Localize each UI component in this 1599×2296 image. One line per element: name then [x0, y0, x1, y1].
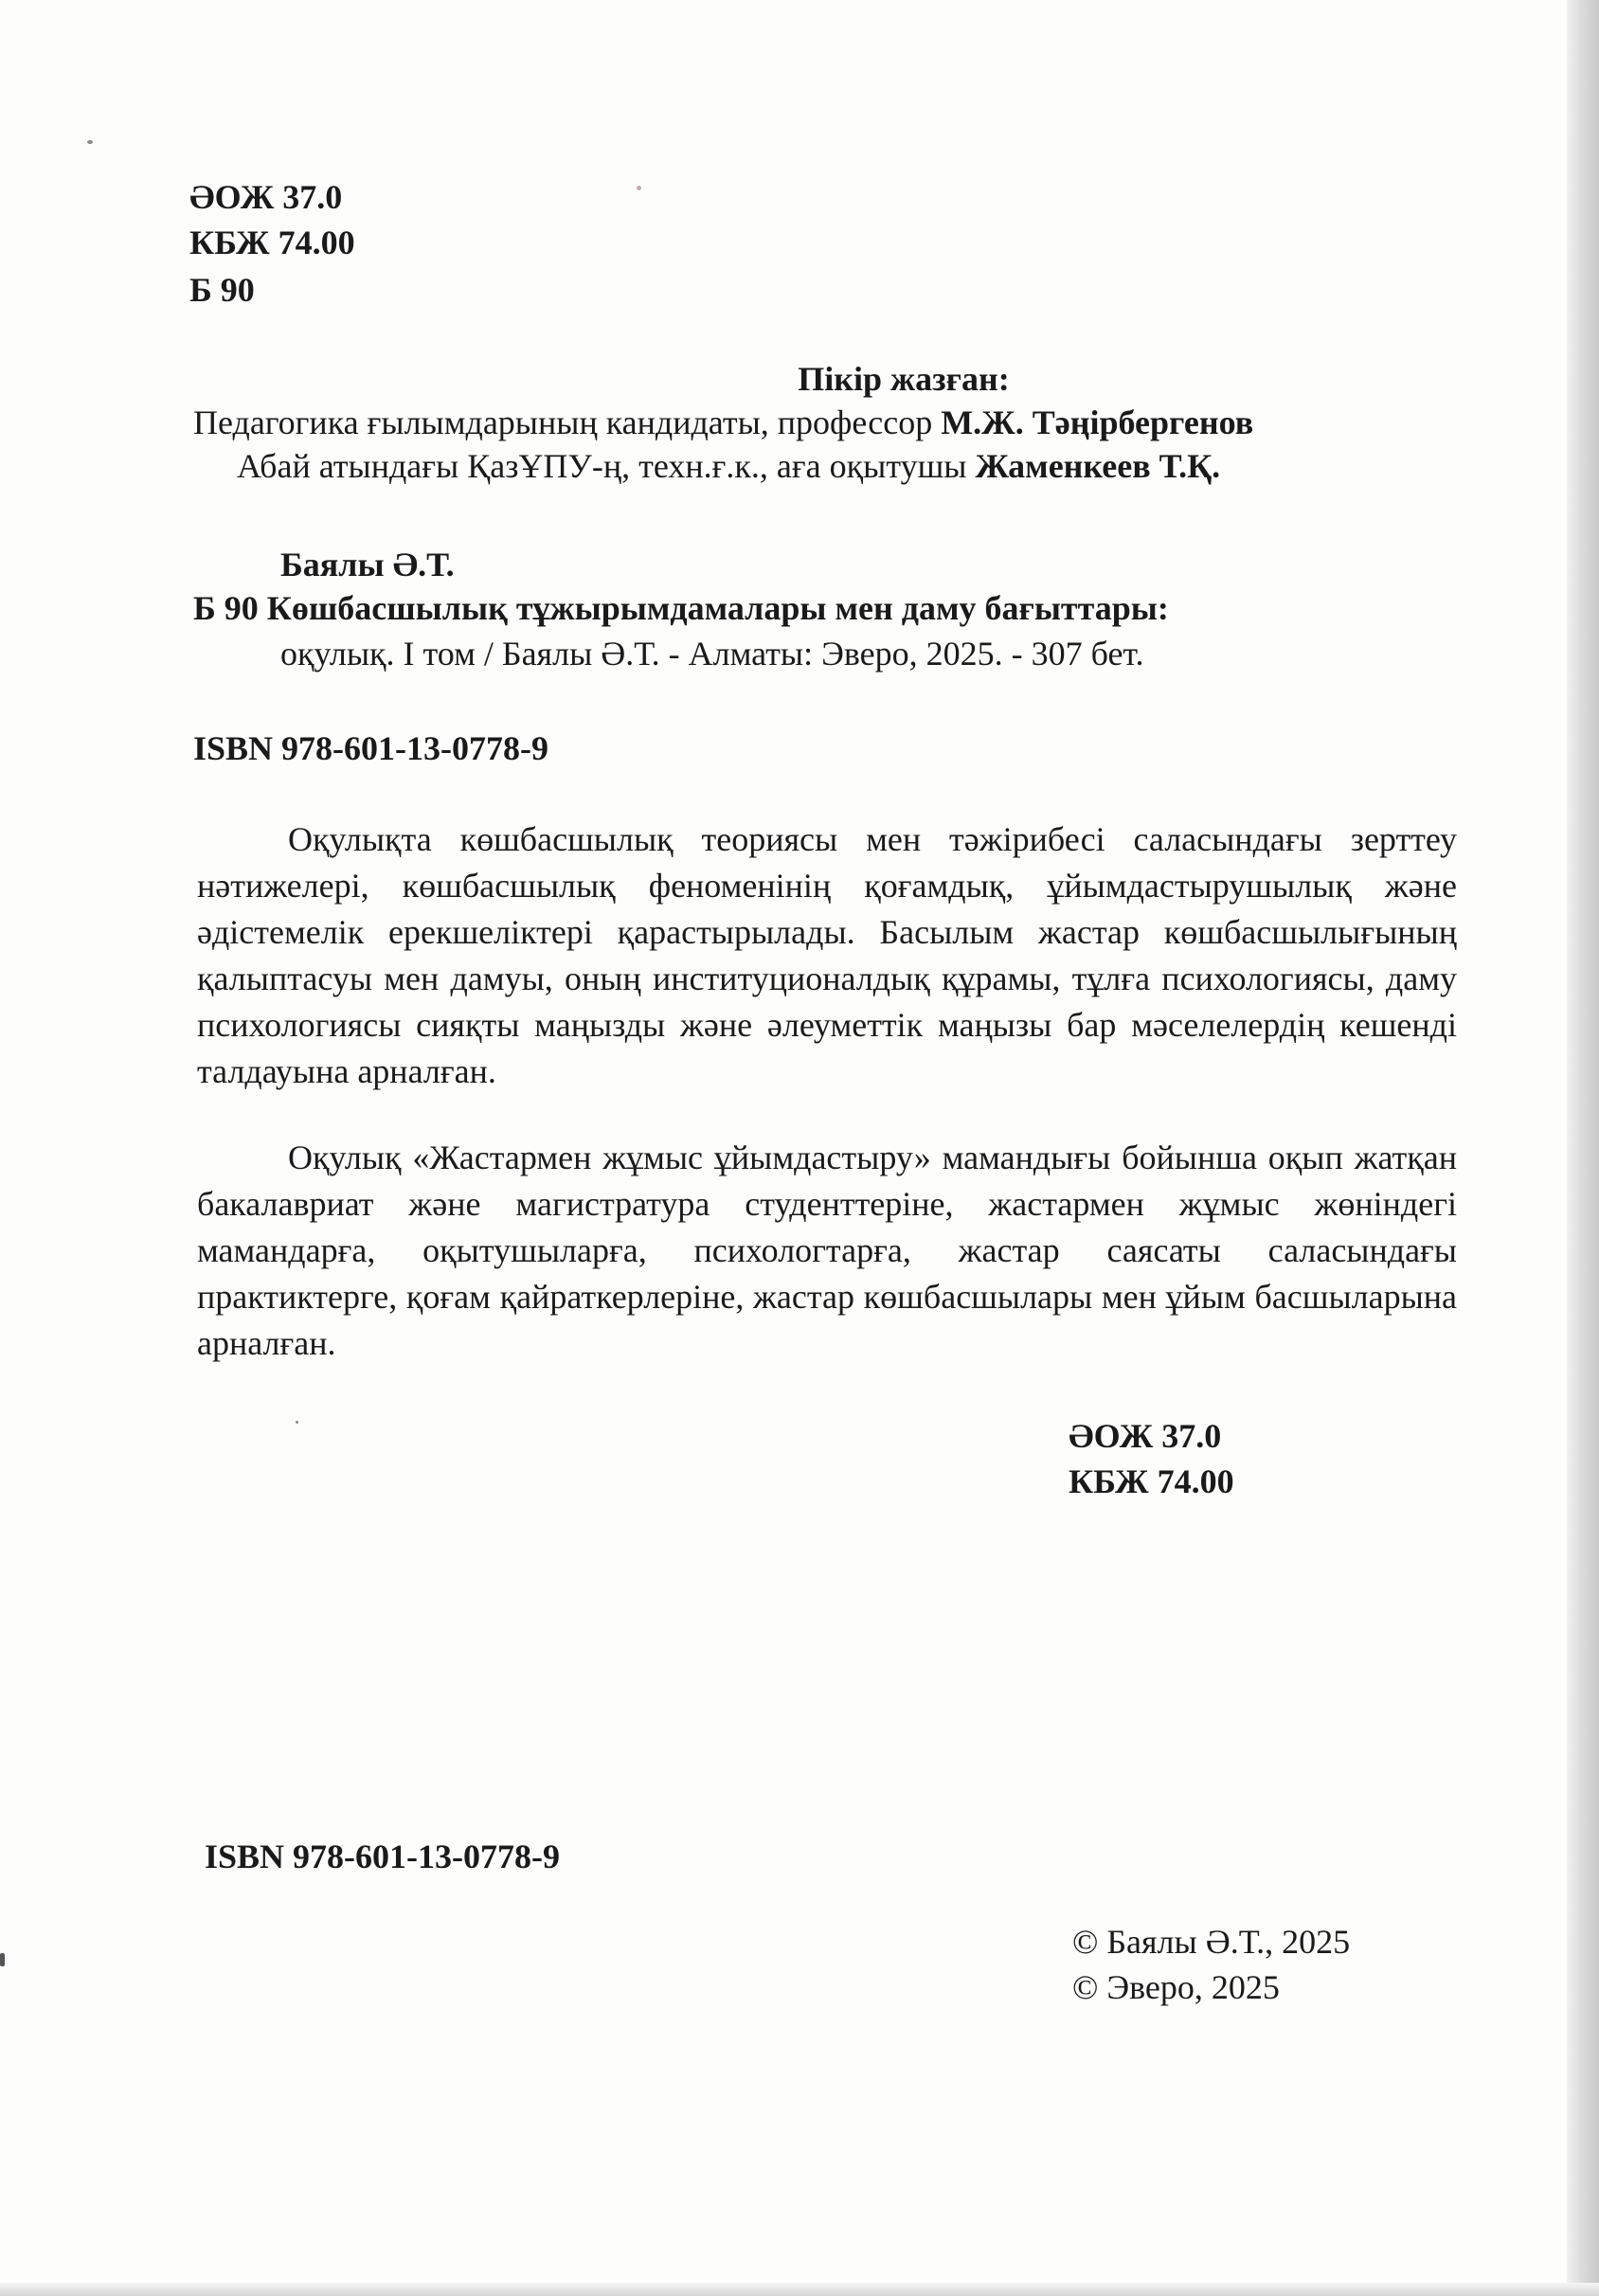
reviewers-heading: Пікір жазған:: [798, 360, 1010, 398]
book-title: Б 90 Көшбасшылық тұжырымдамалары мен даму бағыттары:: [193, 589, 1169, 627]
book-author: Баялы Ә.Т.: [280, 546, 455, 583]
reviewer-1: [193, 402, 1253, 443]
scan-speck: [296, 1421, 298, 1424]
copyright-author: © Баялы Ә.Т., 2025: [1072, 1923, 1351, 1961]
lbc-code-bottom: КБЖ 74.00: [1069, 1462, 1234, 1500]
scan-speck: [637, 186, 641, 190]
udc-code-top: ӘОЖ 37.0: [189, 178, 343, 216]
page-edge-shadow: [1567, 0, 1599, 2296]
scan-speck: [87, 140, 93, 144]
scan-edge-mark: [0, 1953, 5, 1966]
isbn-bottom: ISBN 978-601-13-0778-9: [205, 1838, 560, 1875]
reviewer-2-name: Жаменкеев Т.Қ.: [975, 447, 1221, 485]
page-bottom-edge: [0, 2283, 1599, 2296]
reviewer-1-credentials: Педагогика ғылымдарының кандидаты, профессор: [193, 404, 942, 441]
isbn-top: ISBN 978-601-13-0778-9: [193, 729, 548, 767]
abstract-paragraph-1: Оқулықта көшбасшылық теориясы мен тәжірибесі саласындағы зерттеу нәтижелері, көшбасшылық феноменінің қоғамдық, ұйымдастырушылық және әдістемелік ерекшеліктері қарастырылады. Басылым жастар көшбасшылығының қалыптасуы мен дамуы, оның институционалдық құрамы, тұлға психологиясы, даму психологиясы сияқты маңызды және әлеуметтік маңызы бар мәселелердің кешенді талдауына арналған.: [197, 820, 1457, 1090]
copyright-publisher: © Эверо, 2025: [1072, 1968, 1280, 2006]
publication-info: оқулық. І том / Баялы Ә.Т. - Алматы: Эверо, 2025. - 307 бет.: [280, 635, 1144, 673]
abstract-paragraph-2: Оқулық «Жастармен жұмыс ұйымдастыру» мамандығы бойынша оқып жатқан бакалавриат және магистратура студенттеріне, жастармен жұмыс жөніндегі мамандарға, оқытушыларға, психологтарға, жастар саясаты саласындағы практиктерге, қоғам қайраткерлеріне, жастар көшбасшылары мен ұйым басшыларына арналған.: [197, 1139, 1457, 1362]
reviewer-1-name: М.Ж. Тәңірбергенов: [941, 404, 1254, 441]
udc-code-bottom: ӘОЖ 37.0: [1069, 1417, 1222, 1455]
author-mark-top: Б 90: [189, 271, 255, 309]
reviewer-2: [237, 445, 1220, 487]
reviewer-2-credentials: Абай атындағы ҚазҰПУ-ң, техн.ғ.к., аға оқытушы: [237, 447, 976, 485]
lbc-code-top: КБЖ 74.00: [189, 224, 355, 261]
